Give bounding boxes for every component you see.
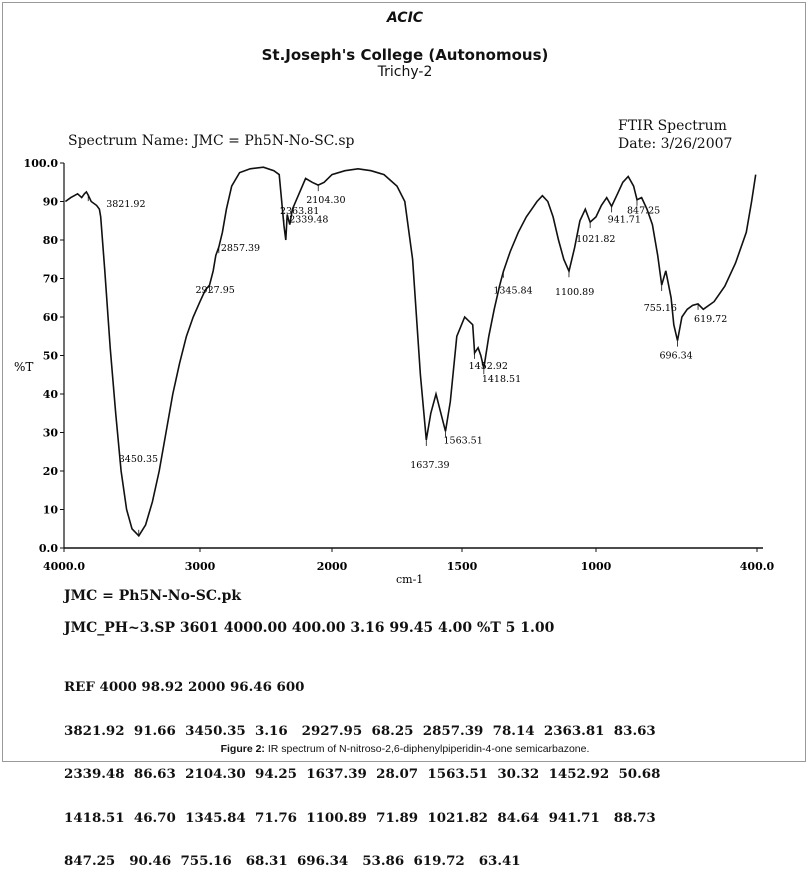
caption-text: IR spectrum of N-nitroso-2,6-diphenylpiperidin-4-one semicarbazone. — [264, 743, 590, 755]
peak-label: 755.16 — [643, 303, 677, 315]
peak-label: 1021.82 — [576, 234, 616, 246]
header-city: Trichy-2 — [377, 64, 433, 80]
caption-prefix: Figure 2: — [220, 743, 265, 755]
peak-label: 696.34 — [659, 350, 693, 362]
y-tick-label: 60 — [42, 311, 58, 324]
x-tick-label: 2000 — [316, 560, 348, 573]
figure-caption — [0, 743, 810, 755]
y-tick-label: 70 — [42, 272, 58, 286]
spectrum-name: Spectrum Name: JMC = Ph5N-No-SC.sp — [68, 133, 355, 149]
params-line: JMC_PH~3.SP 3601 4000.00 400.00 3.16 99.45 4.00 %T 5 1.00 — [64, 620, 555, 636]
x-tick-label: 400.0 — [739, 560, 775, 573]
y-tick-label: 100.0 — [23, 157, 58, 170]
peak-label: 2927.95 — [195, 285, 235, 297]
y-axis-ticks — [24, 157, 64, 555]
y-tick-label: 90 — [42, 195, 58, 209]
y-tick-label: 20 — [42, 465, 58, 478]
peak-labels — [88, 185, 727, 536]
y-tick-label: 40 — [42, 388, 58, 401]
peak-label: 3450.35 — [118, 453, 159, 465]
ref-table — [64, 651, 660, 883]
y-tick-label: 30 — [42, 426, 58, 440]
x-tick-label: 4000.0 — [42, 560, 86, 573]
peak-label: 1418.51 — [481, 374, 522, 386]
ref-line: 1418.51 46.70 1345.84 71.76 1100.89 71.89 1021.82 84.64 941.71 88.73 — [64, 809, 656, 826]
ftir-title: FTIR Spectrum — [618, 118, 727, 134]
x-axis-label: cm-1 — [396, 573, 424, 586]
x-tick-label: 1500 — [446, 560, 478, 573]
ref-line: REF 4000 98.92 2000 96.46 600 — [64, 679, 305, 695]
y-tick-label: 0.0 — [38, 542, 58, 555]
x-tick-label: 1000 — [580, 560, 612, 573]
peak-label: 2339.48 — [289, 214, 329, 226]
peak-label: 847.25 — [626, 205, 661, 217]
spectrum-date: Date: 3/26/2007 — [618, 136, 733, 152]
peak-label: 1100.89 — [554, 287, 595, 299]
x-axis-ticks — [43, 548, 775, 573]
peak-label: 1637.39 — [410, 459, 450, 471]
peak-label: 2857.39 — [220, 243, 261, 255]
peak-file: JMC = Ph5N-No-SC.pk — [64, 588, 242, 604]
peak-label: 619.72 — [694, 313, 728, 325]
peak-label: 1563.51 — [443, 435, 483, 447]
y-tick-label: 80 — [42, 234, 58, 247]
spectrum-line — [65, 167, 755, 536]
ref-line: 2339.48 86.63 2104.30 94.25 1637.39 28.07 1563.51 30.32 1452.92 50.68 — [64, 766, 661, 782]
header-acic: ACIC — [386, 10, 424, 26]
y-axis-label: %T — [14, 360, 34, 374]
y-tick-label: 50 — [42, 349, 58, 363]
y-tick-label: 10 — [42, 503, 58, 517]
peak-label: 941.71 — [607, 214, 641, 226]
peak-label: 3821.92 — [106, 199, 146, 211]
ref-line: 3821.92 91.66 3450.35 3.16 2927.95 68.25 2857.39 78.14 2363.81 83.63 — [64, 722, 656, 739]
peak-label: 2363.81 — [279, 206, 320, 218]
header-college: St.Joseph's College (Autonomous) — [261, 46, 549, 64]
x-tick-label: 3000 — [184, 560, 216, 573]
peak-label: 2104.30 — [306, 195, 346, 207]
peak-label: 1452.92 — [468, 360, 508, 372]
peak-label: 1345.84 — [493, 285, 533, 297]
ref-line: 847.25 90.46 755.16 68.31 696.34 53.86 619.72 63.41 — [64, 853, 521, 869]
